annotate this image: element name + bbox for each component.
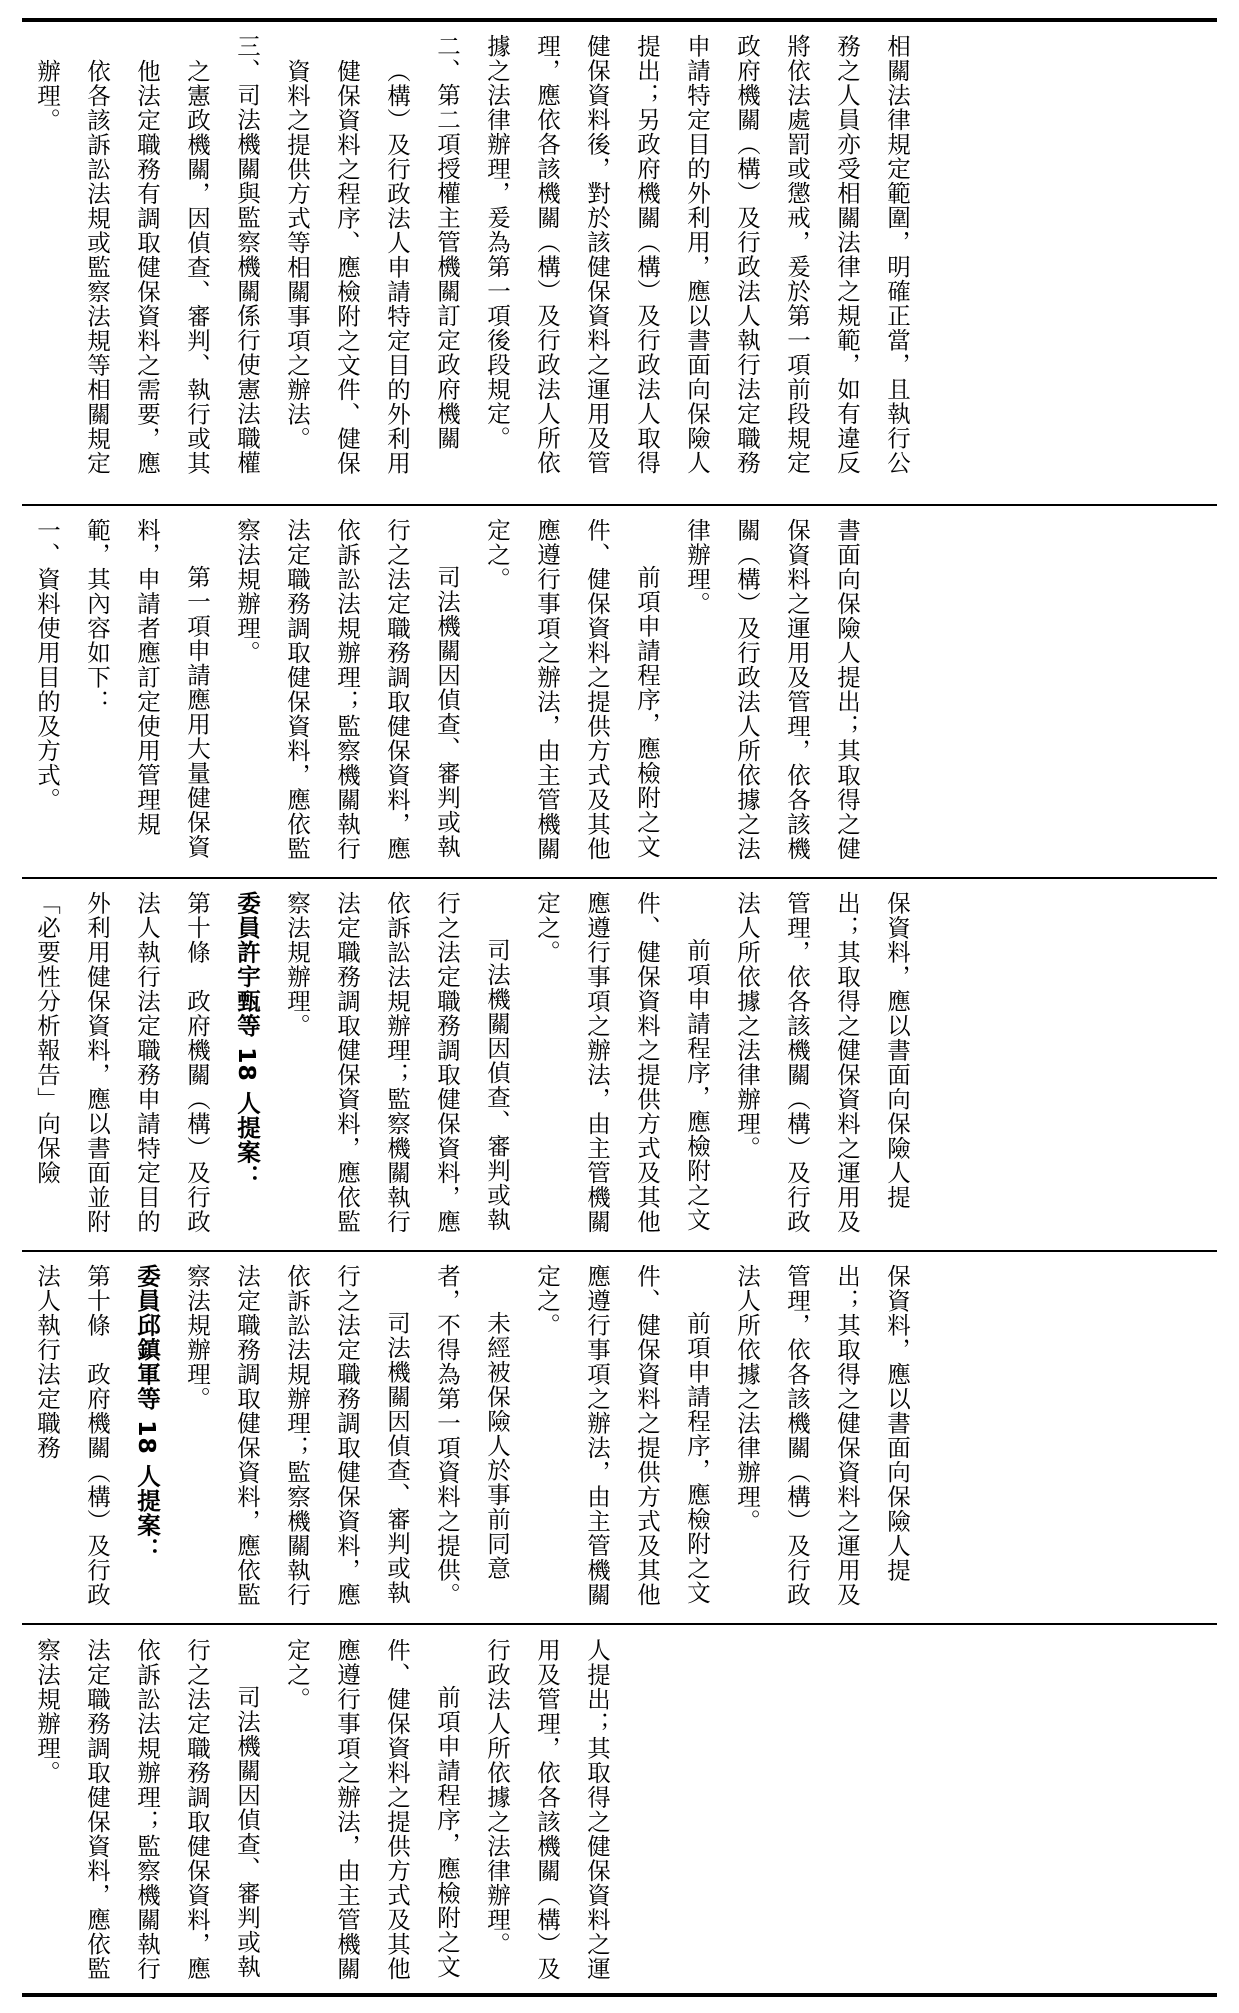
text-section-5: [22, 1638, 1217, 1986]
text-section-1: [22, 34, 1217, 498]
text-section-3: [22, 891, 1217, 1243]
article-label: 第十條: [183, 891, 211, 965]
paragraph: 前項申請程序，應檢附之文件、健保資料之提供方式及其他應遵行事項之辦法，由主管機關定之。: [533, 891, 711, 1234]
section-divider-4: [22, 1623, 1217, 1625]
article-paragraph: [22, 1264, 122, 1616]
section-divider-2: [22, 877, 1217, 879]
bottom-border: [22, 1993, 1217, 1997]
top-border: [22, 18, 1217, 22]
paragraph: 人提出；其取得之健保資料之運用及管理，依各該機關（構）及行政法人所依據之法律辦理。: [483, 1638, 611, 1981]
paragraph: 相關法律規定範圍，明確正當，且執行公務之人員亦受相關法律之規範，如有違反將依法處罰或懲戒，爰於第一項前段規定政府機關（構）及行政法人執行法定職務申請特定目的外利用，應以書面向保險人提出；另政府機關（構）及行政法人取得健保資料後，對於該健保資料之運用及管理，應依各該機關（構）及行政法人所依據之法律辦理，爰為第一項後段規定。: [483, 34, 911, 475]
paragraph: 前項申請程序，應檢附之文件、健保資料之提供方式及其他應遵行事項之辦法，由主管機關定之。: [483, 518, 661, 861]
paragraph: 二、第二項授權主管機關訂定政府機關（構）及行政法人申請特定目的外利用健保資料之程序、應檢附之文件、健保資料之提供方式等相關事項之辦法。: [283, 34, 461, 476]
article-text: 政府機關（構）及行政法人執行法定職務申請特定目的外利用健保資料，應以書面並附「必要性分析報告」向保險: [33, 891, 211, 1234]
proposal-title: 委員邱鎮軍等 18 人提案：: [133, 1264, 161, 1563]
paragraph: 保資料，應以書面向保險人提出；其取得之健保資料之運用及管理，依各該機關（構）及行政法人所依據之法律辦理。: [733, 1264, 911, 1607]
text-section-4: [22, 1264, 1217, 1616]
paragraph: 司法機關因偵查、審判或執行之法定職務調取健保資料，應依訴訟法規辦理；監察機關執行法定職務調取健保資料，應依監察法規辦理。: [233, 518, 461, 861]
paragraph: 司法機關因偵查、審判或執行之法定職務調取健保資料，應依訴訟法規辦理；監察機關執行法定職務調取健保資料，應依監察法規辦理。: [283, 891, 511, 1234]
paragraph: 書面向保險人提出；其取得之健保資料之運用及管理，依各該機關（構）及行政法人所依據之法律辦理。: [683, 518, 861, 861]
article-paragraph: [22, 891, 222, 1243]
paragraph: 前項申請程序，應檢附之文件、健保資料之提供方式及其他應遵行事項之辦法，由主管機關定之。: [533, 1264, 711, 1607]
paragraph: 三、司法機關與監察機關係行使憲法職權之憲政機關，因偵查、審判、執行或其他法定職務有調取健保資料之需要，應依各該訴訟法規或監察法規等相關規定辦理。: [33, 34, 261, 476]
paragraph: 第一項申請應用大量健保資料，申請者應訂定使用管理規範，其內容如下：: [83, 518, 211, 859]
article-text: 政府機關（構）及行政法人執行法定職務: [33, 1264, 111, 1607]
section-divider-1: [22, 504, 1217, 506]
paragraph: 司法機關因偵查、審判或執行之法定職務調取健保資料，應依訴訟法規辦理；監察機關執行法定職務調取健保資料，應依監察法規辦理。: [183, 1264, 411, 1607]
paragraph: 前項申請程序，應檢附之文件、健保資料之提供方式及其他應遵行事項之辦法，由主管機關定之。: [283, 1638, 461, 1981]
paragraph: 一、資料使用目的及方式。: [33, 518, 61, 812]
paragraph: 未經被保險人於事前同意者，不得為第一項資料之提供。: [433, 1264, 511, 1607]
paragraph: 保資料，應以書面向保險人提出；其取得之健保資料之運用及管理，依各該機關（構）及行政法人所依據之法律辦理。: [733, 891, 911, 1234]
text-section-2: [22, 518, 1217, 870]
paragraph: 司法機關因偵查、審判或執行之法定職務調取健保資料，應依訴訟法規辦理；監察機關執行法定職務調取健保資料，應依監察法規辦理。: [33, 1638, 261, 1981]
section-divider-3: [22, 1250, 1217, 1252]
proposal-title: 委員許宇甄等 18 人提案：: [233, 891, 261, 1190]
article-label: 第十條: [83, 1264, 111, 1338]
